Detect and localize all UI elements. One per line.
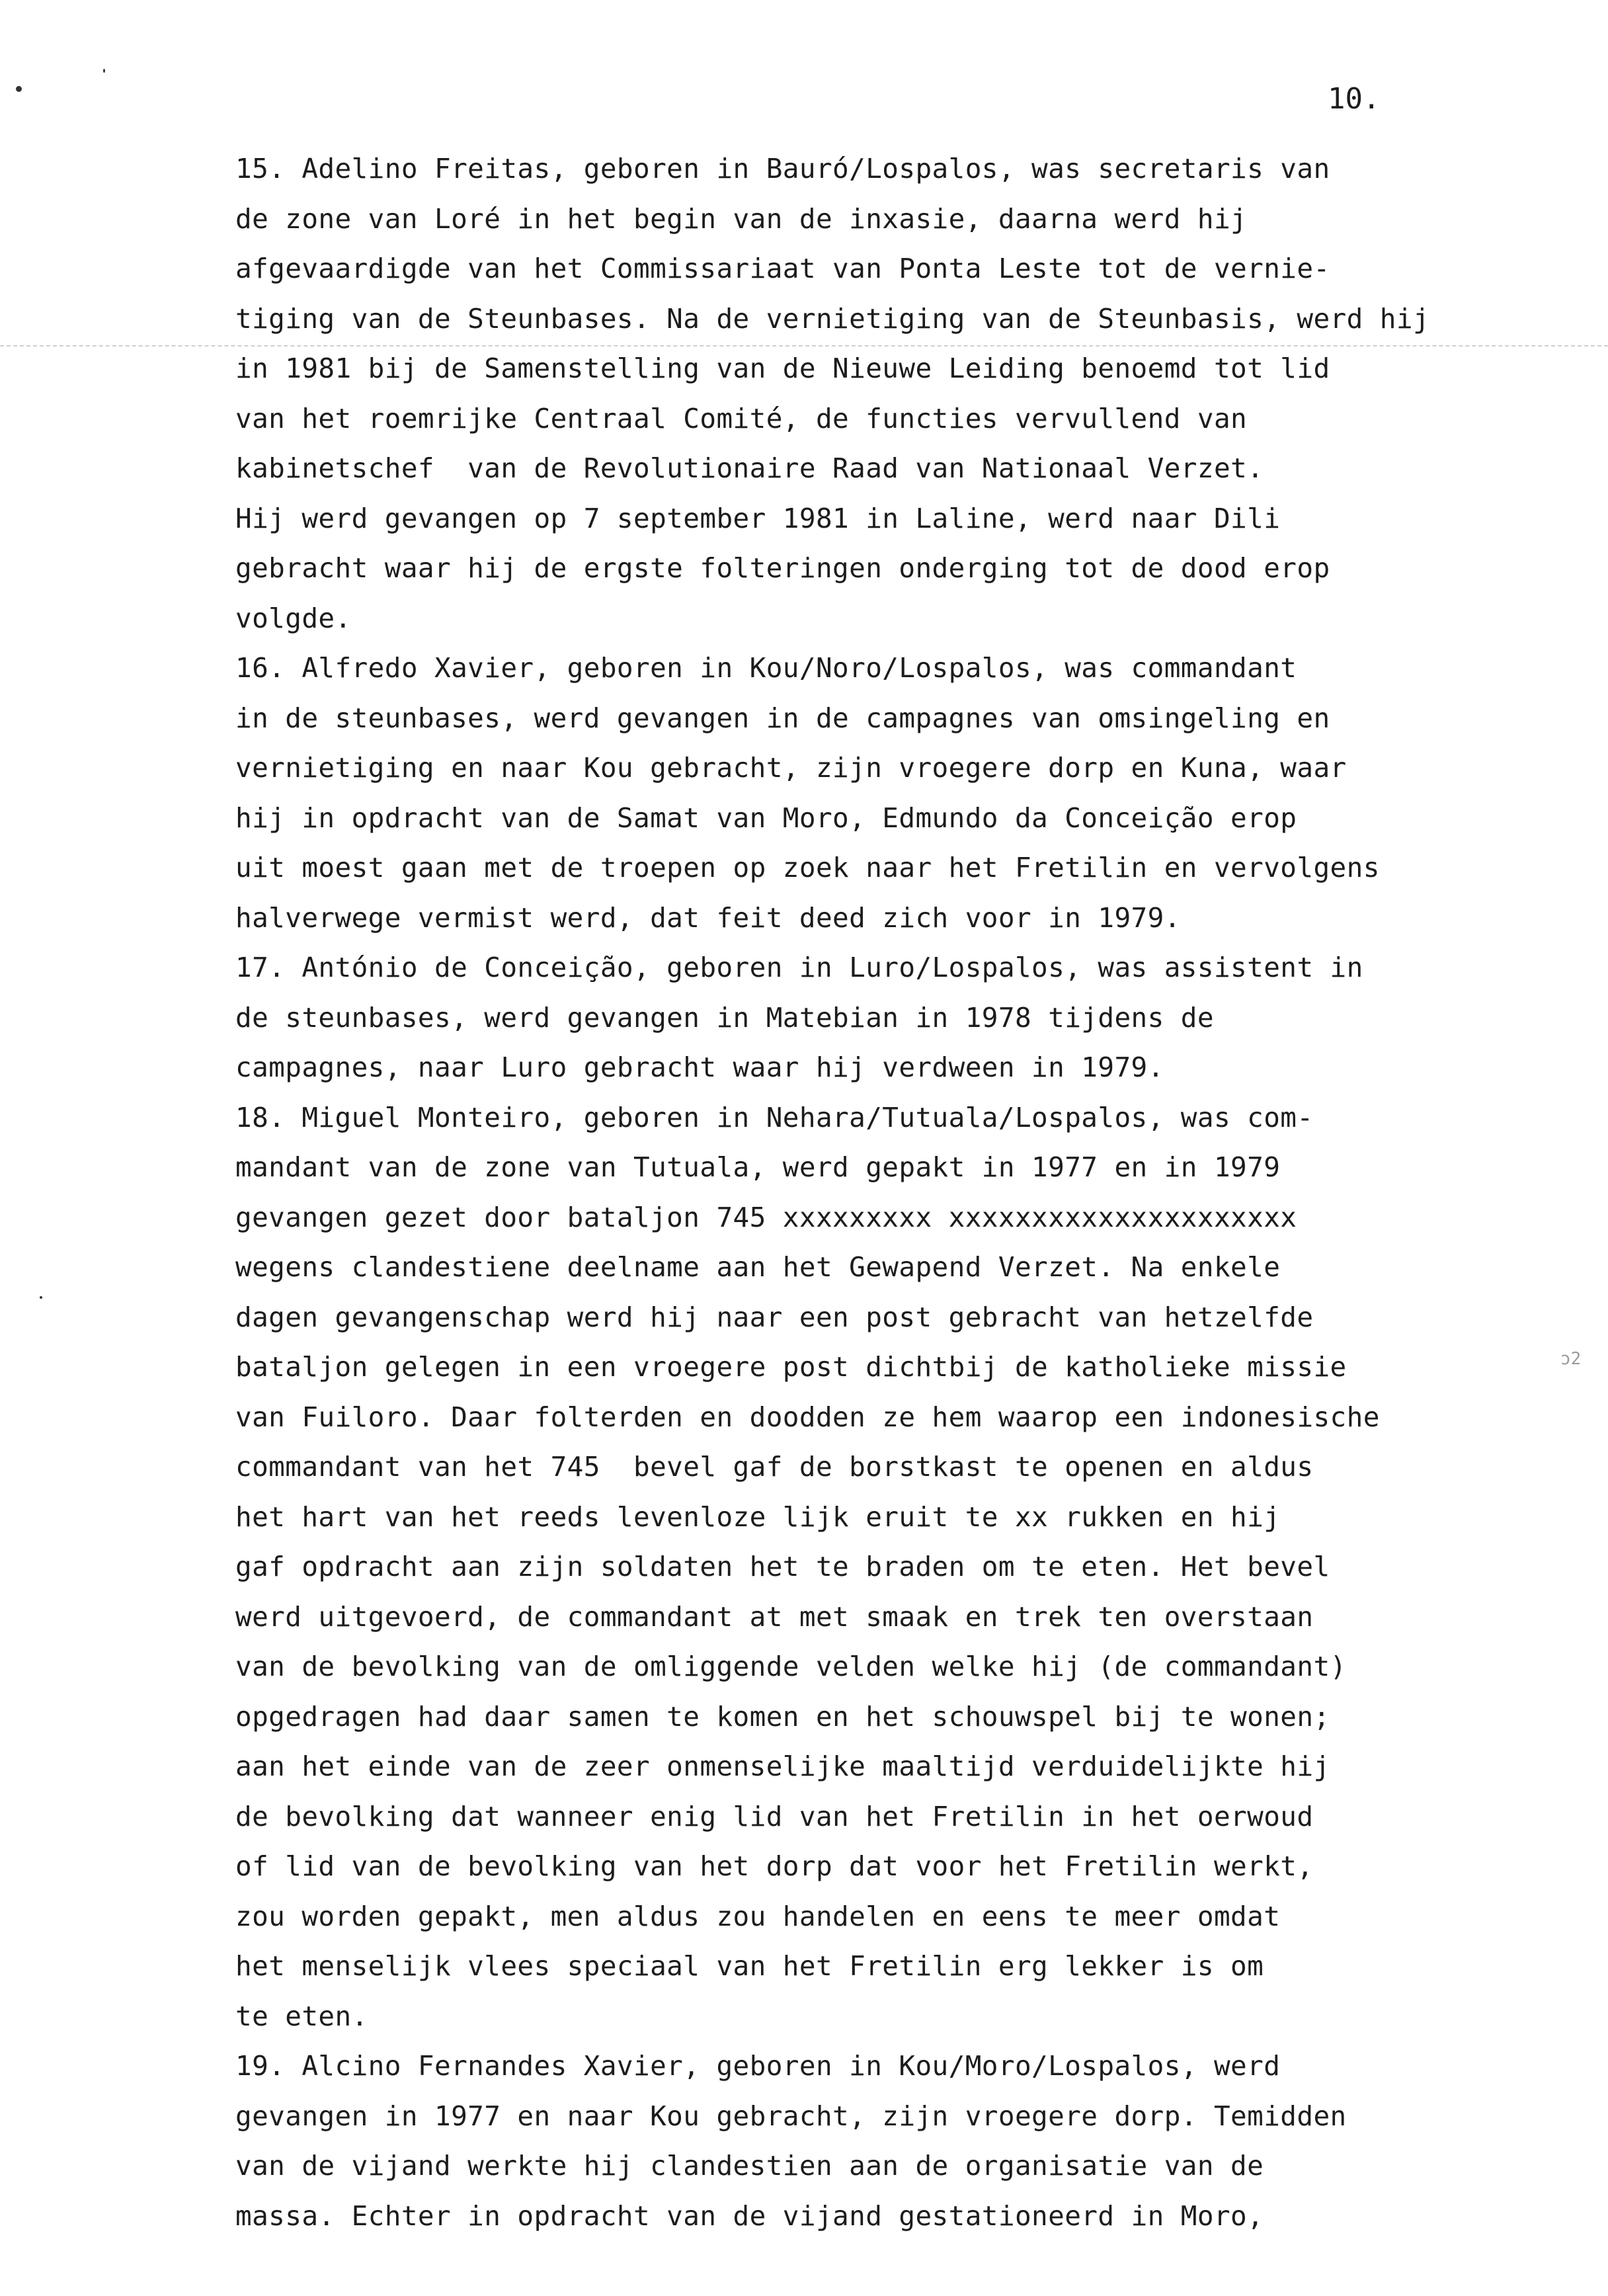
body-text — [235, 144, 1558, 2241]
scan-speck — [16, 86, 22, 92]
text-line: Hij werd gevangen op 7 september 1981 in Laline, werd naar Dili — [235, 502, 1281, 534]
text-line: tiging van de Steunbases. Na de vernietiging van de Steunbasis, werd hij — [235, 302, 1430, 335]
text-line: de zone van Loré in het begin van de inxasie, daarna werd hij — [235, 202, 1248, 235]
text-line: van de vijand werkte hij clandestien aan de organisatie van de — [235, 2150, 1264, 2182]
text-line: de steunbases, werd gevangen in Matebian in 1978 tijdens de — [235, 1001, 1214, 1034]
text-line: commandant van het 745 bevel gaf de borstkast te openen en aldus — [235, 1451, 1314, 1483]
text-line: 18. Miguel Monteiro, geboren in Nehara/Tutuala/Lospalos, was com- — [235, 1101, 1314, 1133]
text-line: 16. Alfredo Xavier, geboren in Kou/Noro/Lospalos, was commandant — [235, 652, 1297, 684]
text-line: te eten. — [235, 2000, 368, 2032]
text-line: werd uitgevoerd, de commandant at met smaak en trek ten overstaan — [235, 1600, 1314, 1633]
text-line: hij in opdracht van de Samat van Moro, Edmundo da Conceição erop — [235, 801, 1297, 834]
scan-speck — [103, 69, 105, 73]
page-number: 10. — [1328, 82, 1381, 116]
text-line: mandant van de zone van Tutuala, werd gepakt in 1977 en in 1979 — [235, 1151, 1281, 1183]
text-line: 19. Alcino Fernandes Xavier, geboren in Kou/Moro/Lospalos, werd — [235, 2050, 1281, 2082]
text-line: zou worden gepakt, men aldus zou handelen en eens te meer omdat — [235, 1900, 1281, 1932]
text-line: volgde. — [235, 602, 352, 634]
scan-speck — [40, 1296, 42, 1299]
text-line: opgedragen had daar samen te komen en het schouwspel bij te wonen; — [235, 1700, 1330, 1733]
text-line: het menselijk vlees speciaal van het Fretilin erg lekker is om — [235, 1950, 1264, 1982]
text-line: gevangen in 1977 en naar Kou gebracht, zijn vroegere dorp. Temidden — [235, 2100, 1347, 2132]
margin-annotation: ͻ2 — [1560, 1349, 1582, 1369]
text-line: aan het einde van de zeer onmenselijke maaltijd verduidelijkte hij — [235, 1750, 1330, 1782]
text-line: gevangen gezet door bataljon 745 xxxxxxxxx xxxxxxxxxxxxxxxxxxxxx — [235, 1201, 1297, 1233]
text-line: afgevaardigde van het Commissariaat van Ponta Leste tot de vernie- — [235, 253, 1330, 284]
text-line: van het roemrijke Centraal Comité, de functies vervullend van — [235, 402, 1248, 434]
text-line: de bevolking dat wanneer enig lid van het Fretilin in het oerwoud — [235, 1800, 1314, 1832]
text-line: halverwege vermist werd, dat feit deed zich voor in 1979. — [235, 901, 1181, 934]
text-line: van de bevolking van de omliggende velden welke hij (de commandant) — [235, 1651, 1347, 1682]
text-line: het hart van het reeds levenloze lijk eruit te xx rukken en hij — [235, 1500, 1281, 1533]
text-line: 17. António de Conceição, geboren in Luro/Lospalos, was assistent in — [235, 952, 1363, 983]
text-line: gebracht waar hij de ergste folteringen onderging tot de dood erop — [235, 552, 1330, 584]
text-line: 15. Adelino Freitas, geboren in Bauró/Lospalos, was secretaris van — [235, 153, 1330, 184]
text-line: massa. Echter in opdracht van de vijand gestationeerd in Moro, — [235, 2199, 1264, 2232]
text-line: vernietiging en naar Kou gebracht, zijn vroegere dorp en Kuna, waar — [235, 752, 1347, 784]
text-line: of lid van de bevolking van het dorp dat voor het Fretilin werkt, — [235, 1850, 1314, 1882]
text-line: wegens clandestiene deelname aan het Gewapend Verzet. Na enkele — [235, 1251, 1281, 1283]
text-line: dagen gevangenschap werd hij naar een post gebracht van hetzelfde — [235, 1301, 1314, 1333]
text-line: in de steunbases, werd gevangen in de campagnes van omsingeling en — [235, 702, 1330, 734]
text-line: campagnes, naar Luro gebracht waar hij verdween in 1979. — [235, 1051, 1164, 1083]
text-line: van Fuiloro. Daar folterden en doodden ze hem waarop een indonesische — [235, 1401, 1380, 1433]
text-line: uit moest gaan met de troepen op zoek naar het Fretilin en vervolgens — [235, 852, 1380, 883]
text-line: bataljon gelegen in een vroegere post dichtbij de katholieke missie — [235, 1351, 1347, 1383]
text-line: in 1981 bij de Samenstelling van de Nieuwe Leiding benoemd tot lid — [235, 352, 1330, 384]
text-line: gaf opdracht aan zijn soldaten het te braden om te eten. Het bevel — [235, 1551, 1330, 1582]
text-line: kabinetschef van de Revolutionaire Raad van Nationaal Verzet. — [235, 452, 1264, 484]
